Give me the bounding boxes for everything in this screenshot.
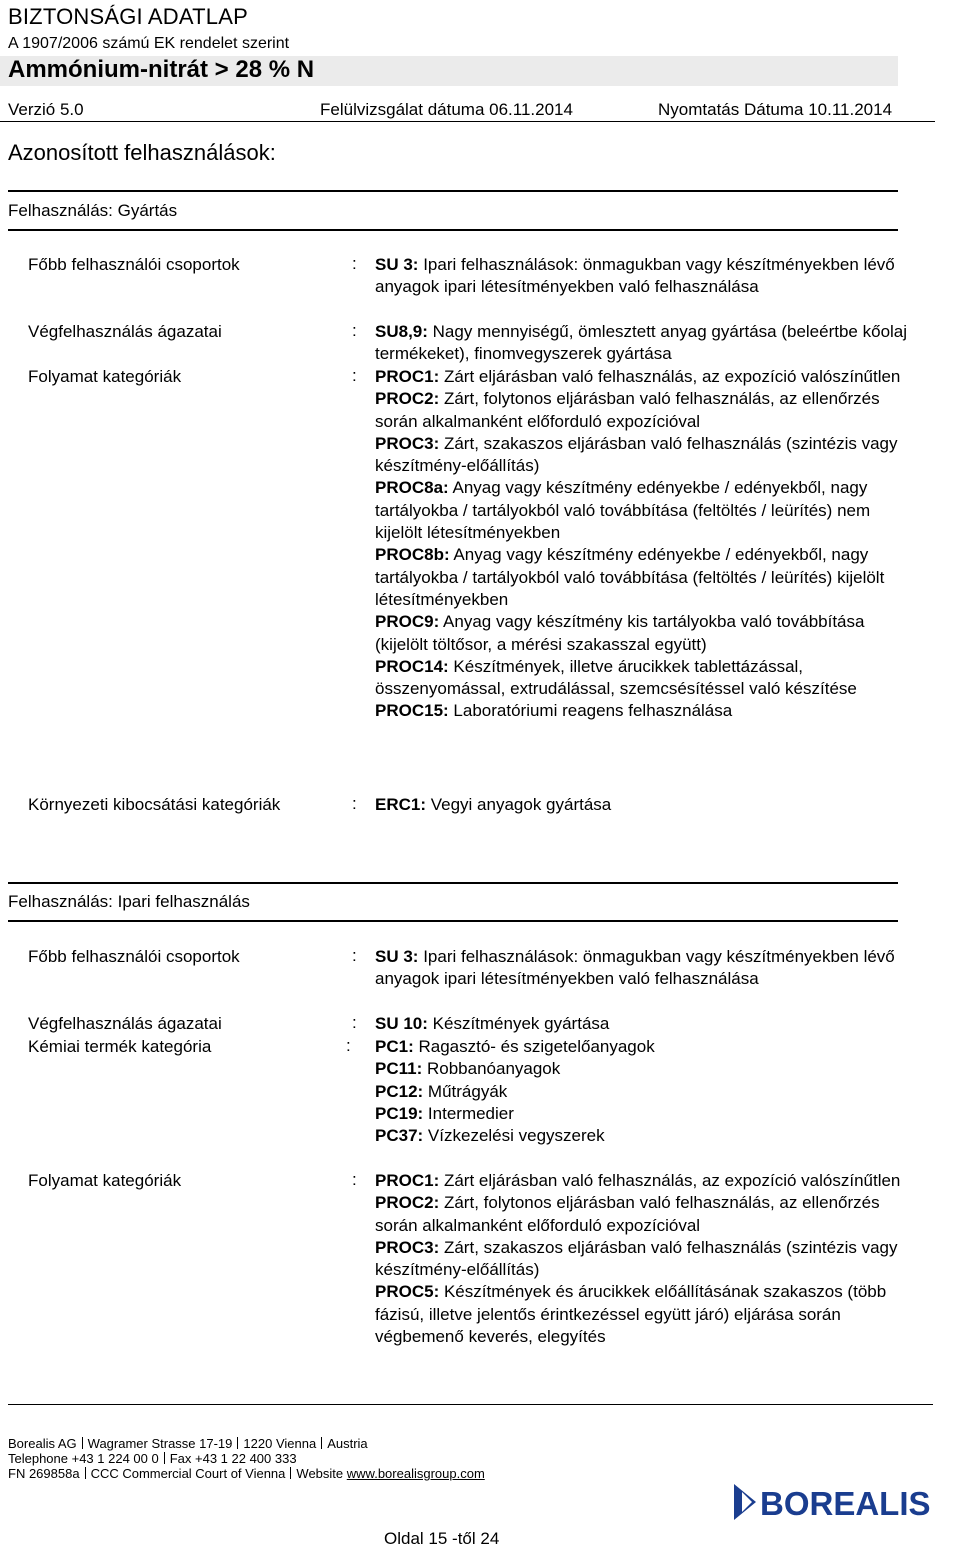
registration-number: FN 269858a bbox=[8, 1466, 80, 1481]
postal-city: 1220 Vienna bbox=[243, 1436, 317, 1451]
document-title: BIZTONSÁGI ADATLAP bbox=[8, 4, 248, 29]
use-item: PC12: Műtrágyák bbox=[375, 1081, 508, 1101]
street-address: Wagramer Strasse 17-19 bbox=[87, 1436, 233, 1451]
row-value bbox=[375, 366, 920, 723]
row-colon: : bbox=[352, 366, 357, 385]
row-colon: : bbox=[352, 946, 357, 965]
section-rule bbox=[8, 920, 898, 922]
row-colon: : bbox=[352, 254, 357, 273]
regulation-line: A 1907/2006 számú EK rendelet szerint bbox=[8, 35, 290, 52]
row-colon: : bbox=[346, 1036, 351, 1055]
use-item: PROC8a: Anyag vagy készítmény edényekbe / edényekből, nagy tartályokba / tartályokból való továbbítása (feltöltés / leürítés) nem kijelölt létesítményekben bbox=[375, 478, 871, 543]
use-item: PC37: Vízkezelési vegyszerek bbox=[375, 1126, 605, 1146]
row-value bbox=[375, 254, 920, 299]
row-colon: : bbox=[352, 321, 357, 340]
use-item: PROC1: Zárt eljárásban való felhasználás, az expozíció valószínűtlen bbox=[375, 1171, 901, 1190]
row-value bbox=[375, 1170, 920, 1348]
section-rule bbox=[8, 229, 898, 231]
section-rule bbox=[8, 190, 898, 192]
revision-date: Felülvizsgálat dátuma 06.11.2014 bbox=[320, 100, 573, 119]
company-name: Borealis AG bbox=[8, 1436, 77, 1451]
row-colon: : bbox=[352, 794, 357, 813]
telephone: Telephone +43 1 224 00 0 bbox=[8, 1451, 159, 1466]
borealis-logo-mark bbox=[726, 1482, 956, 1522]
section-rule bbox=[8, 882, 898, 884]
row-value bbox=[375, 946, 920, 991]
borealis-logo bbox=[726, 1482, 956, 1522]
website-link[interactable]: www.borealisgroup.com bbox=[346, 1466, 485, 1481]
country: Austria bbox=[327, 1436, 368, 1451]
use-item: SU 10: Készítmények gyártása bbox=[375, 1014, 610, 1033]
footer-contact-line bbox=[8, 1451, 297, 1467]
use-item: PROC14: Készítmények, illetve árucikkek tablettázással, összenyomással, extrudálással, szemcsésítéssel való készítése bbox=[375, 656, 857, 699]
row-label: Végfelhasználás ágazatai bbox=[28, 322, 222, 341]
identified-uses-heading: Azonosított felhasználások: bbox=[8, 140, 276, 165]
court: CCC Commercial Court of Vienna bbox=[90, 1466, 286, 1481]
use-item: PROC1: Zárt eljárásban való felhasználás, az expozíció valószínűtlen bbox=[375, 367, 901, 386]
use-item: PROC2: Zárt, folytonos eljárásban való felhasználás, az ellenőrzés során alkalmanként előforduló expozícióval bbox=[375, 389, 880, 431]
row-label: Folyamat kategóriák bbox=[28, 1171, 182, 1190]
row-colon: : bbox=[352, 1013, 357, 1032]
footer-address-line bbox=[8, 1436, 368, 1452]
footer-rule bbox=[8, 1404, 933, 1405]
website-label: Website bbox=[296, 1466, 344, 1481]
row-value bbox=[375, 1036, 920, 1147]
row-label: Főbb felhasználói csoportok bbox=[28, 947, 240, 966]
fax: Fax +43 1 22 400 333 bbox=[169, 1451, 297, 1466]
use-item: PROC5: Készítmények és árucikkek előállításának szakaszos (több fázisú, illetve jelentős érintkezéssel együtt járó) eljárása során végbemenő keverés, elegyítés bbox=[375, 1282, 887, 1347]
row-label: Környezeti kibocsátási kategóriák bbox=[28, 795, 281, 814]
use-item: SU8,9: Nagy mennyiségű, ömlesztett anyag gyártása (beleértbe kőolaj termékeket), finomvegyszerek gyártása bbox=[375, 322, 908, 364]
print-date: Nyomtatás Dátuma 10.11.2014 bbox=[658, 100, 893, 119]
use-item: PROC9: Anyag vagy készítmény kis tartályokba való továbbítása (kijelölt töltősor, a mérési szakasszal együtt) bbox=[375, 612, 865, 654]
header-rule bbox=[0, 121, 935, 122]
row-value bbox=[375, 1013, 920, 1035]
use-item: PC19: Intermedier bbox=[375, 1103, 514, 1123]
row-colon: : bbox=[352, 1170, 357, 1189]
use-item: PROC3: Zárt, szakaszos eljárásban való felhasználás (szintézis vagy készítmény-előállítás) bbox=[375, 1237, 898, 1280]
use-item: SU 3: Ipari felhasználások: önmagukban vagy készítményekben lévő anyagok ipari létesítményekben való felhasználása bbox=[375, 255, 895, 297]
product-name: Ammónium-nitrát > 28 % N bbox=[8, 56, 315, 83]
use-item: PROC15: Laboratóriumi reagens felhasználása bbox=[375, 701, 733, 721]
row-label: Kémiai termék kategória bbox=[28, 1037, 212, 1056]
logo-text: BOREALIS bbox=[760, 1485, 931, 1522]
footer-registry-line bbox=[8, 1466, 485, 1482]
use-item: PROC2: Zárt, folytonos eljárásban való felhasználás, az ellenőrzés során alkalmanként előforduló expozícióval bbox=[375, 1193, 880, 1235]
use-item: PROC8b: Anyag vagy készítmény edényekbe / edényekből, nagy tartályokba / tartályokból való továbbítása (feltöltés / leürítés) kijelölt létesítményekben bbox=[375, 545, 885, 609]
row-value bbox=[375, 794, 920, 816]
section-title: Felhasználás: Gyártás bbox=[8, 201, 178, 220]
row-value bbox=[375, 321, 920, 366]
use-item: PC1: Ragasztó- és szigetelőanyagok bbox=[375, 1037, 655, 1056]
use-item: SU 3: Ipari felhasználások: önmagukban vagy készítményekben lévő anyagok ipari létesítményekben való felhasználása bbox=[375, 947, 895, 989]
use-item: PC11: Robbanóanyagok bbox=[375, 1059, 561, 1079]
use-item: ERC1: Vegyi anyagok gyártása bbox=[375, 795, 612, 814]
row-label: Folyamat kategóriák bbox=[28, 367, 182, 386]
row-label: Végfelhasználás ágazatai bbox=[28, 1014, 222, 1033]
version: Verzió 5.0 bbox=[8, 100, 84, 119]
row-label: Főbb felhasználói csoportok bbox=[28, 255, 240, 274]
section-title: Felhasználás: Ipari felhasználás bbox=[8, 892, 250, 911]
page-number: Oldal 15 -től 24 bbox=[384, 1529, 500, 1548]
use-item: PROC3: Zárt, szakaszos eljárásban való felhasználás (szintézis vagy készítmény-előállítás) bbox=[375, 433, 898, 476]
